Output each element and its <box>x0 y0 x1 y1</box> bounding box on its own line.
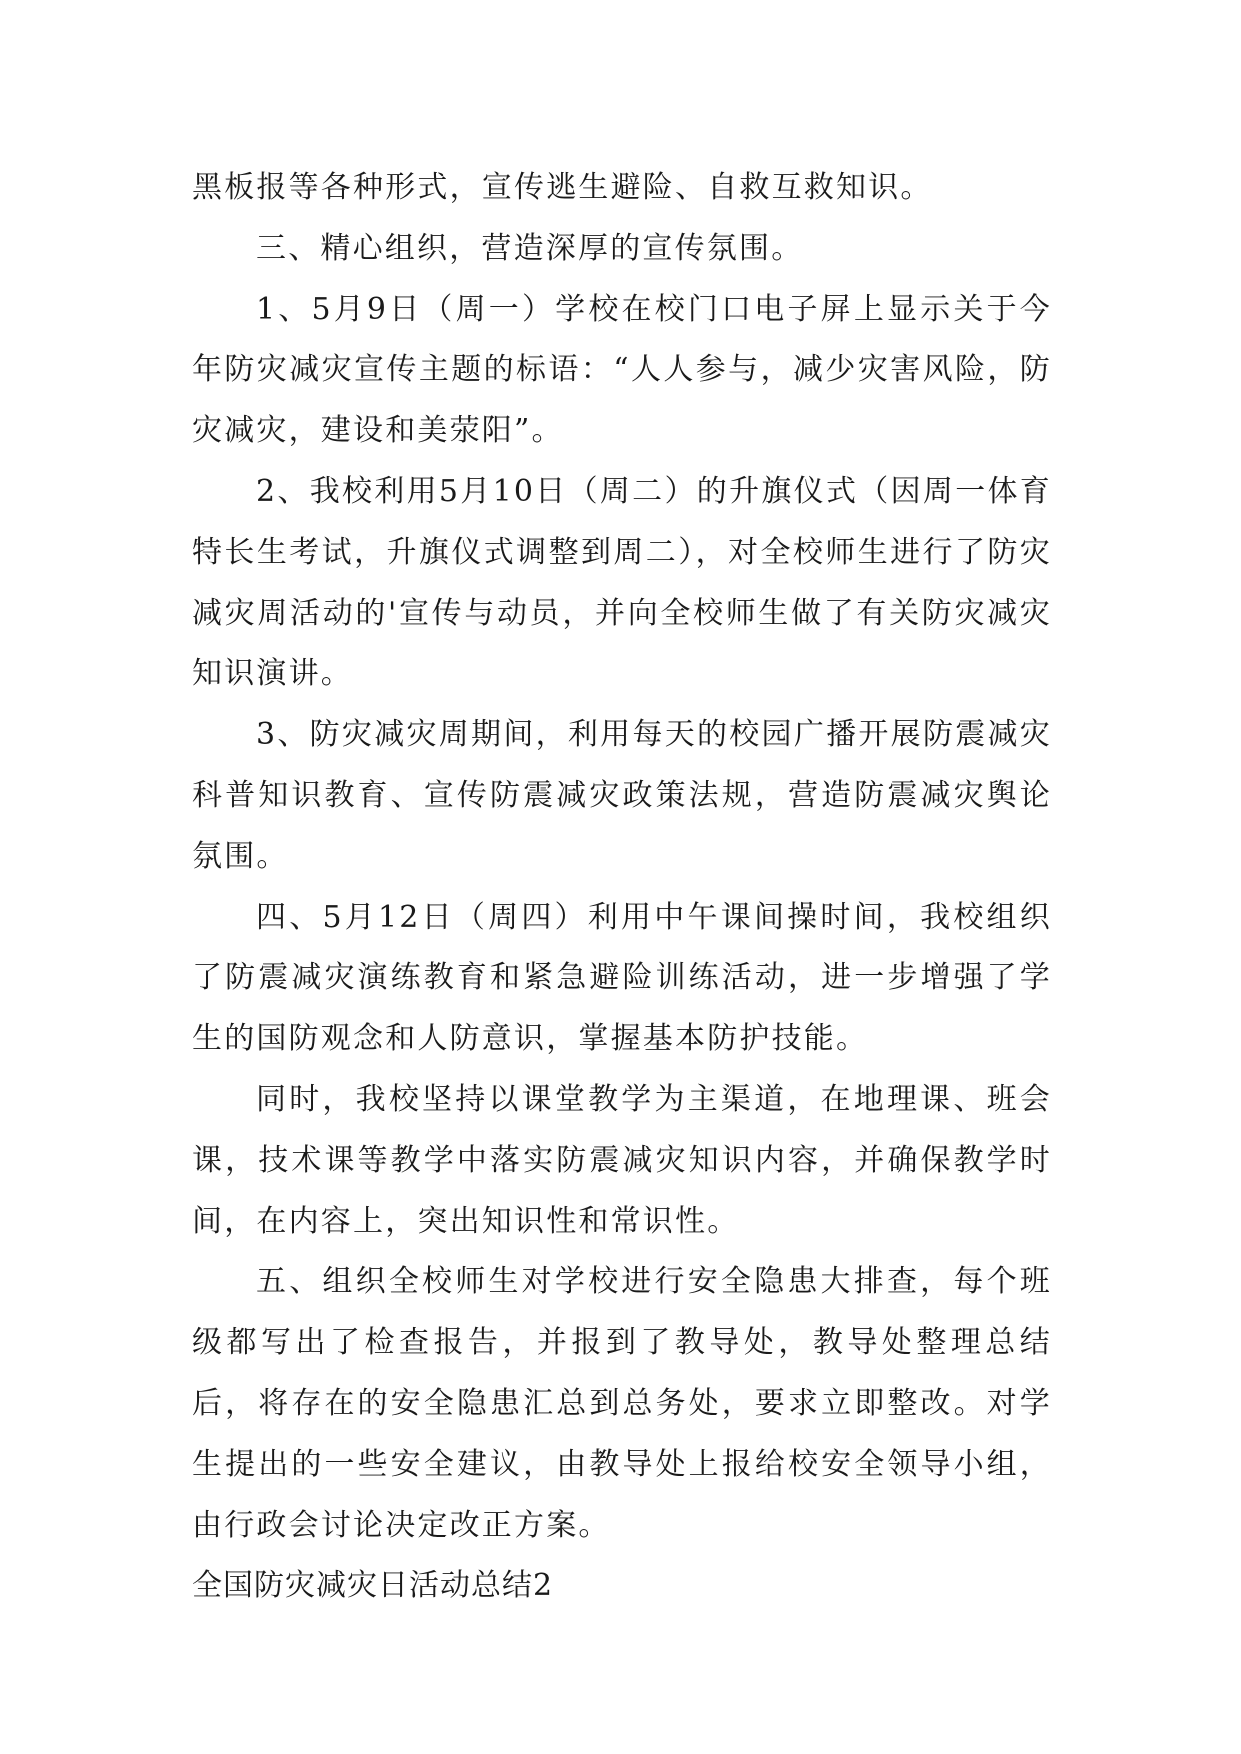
paragraph-item-one: 1、5月9日（周一）学校在校门口电子屏上显示关于今年防灾减灾宣传主题的标语：“人人参与，减少灾害风险，防灾减灾，建设和美荥阳”。 <box>192 291 1052 449</box>
section-heading: 全国防灾减灾日活动总结2 <box>192 1568 554 1604</box>
paragraph-item-two: 2、我校利用5月10日（周二）的升旗仪式（因周一体育特长生考试，升旗仪式调整到周二），对全校师生进行了防灾减灾周活动的'宣传与动员，并向全校师生做了有关防灾减灾知识演讲。 <box>192 473 1052 692</box>
paragraph-classroom-teaching: 同时，我校坚持以课堂教学为主渠道，在地理课、班会课，技术课等教学中落实防震减灾知识内容，并确保教学时间，在内容上，突出知识性和常识性。 <box>192 1081 1052 1239</box>
paragraph-item-three: 3、防灾减灾周期间，利用每天的校园广播开展防震减灾科普知识教育、宣传防震减灾政策法规，营造防震减灾舆论氛围。 <box>192 717 1052 874</box>
document-body <box>192 158 1052 1617</box>
paragraph-continuation: 黑板报等各种形式，宣传逃生避险、自救互救知识。 <box>192 170 933 205</box>
paragraph-section-three: 三、精心组织，营造深厚的宣传氛围。 <box>256 230 804 266</box>
paragraph-section-five: 五、组织全校师生对学校进行安全隐患大排查，每个班级都写出了检查报告，并报到了教导处，教导处整理总结后，将存在的安全隐患汇总到总务处，要求立即整改。对学生提出的一些安全建议，由教导处上报给校安全领导小组，由行政会讨论决定改正方案。 <box>192 1264 1052 1543</box>
paragraph-section-four: 四、5月12日（周四）利用中午课间操时间，我校组织了防震减灾演练教育和紧急避险训练活动，进一步增强了学生的国防观念和人防意识，掌握基本防护技能。 <box>192 899 1052 1057</box>
